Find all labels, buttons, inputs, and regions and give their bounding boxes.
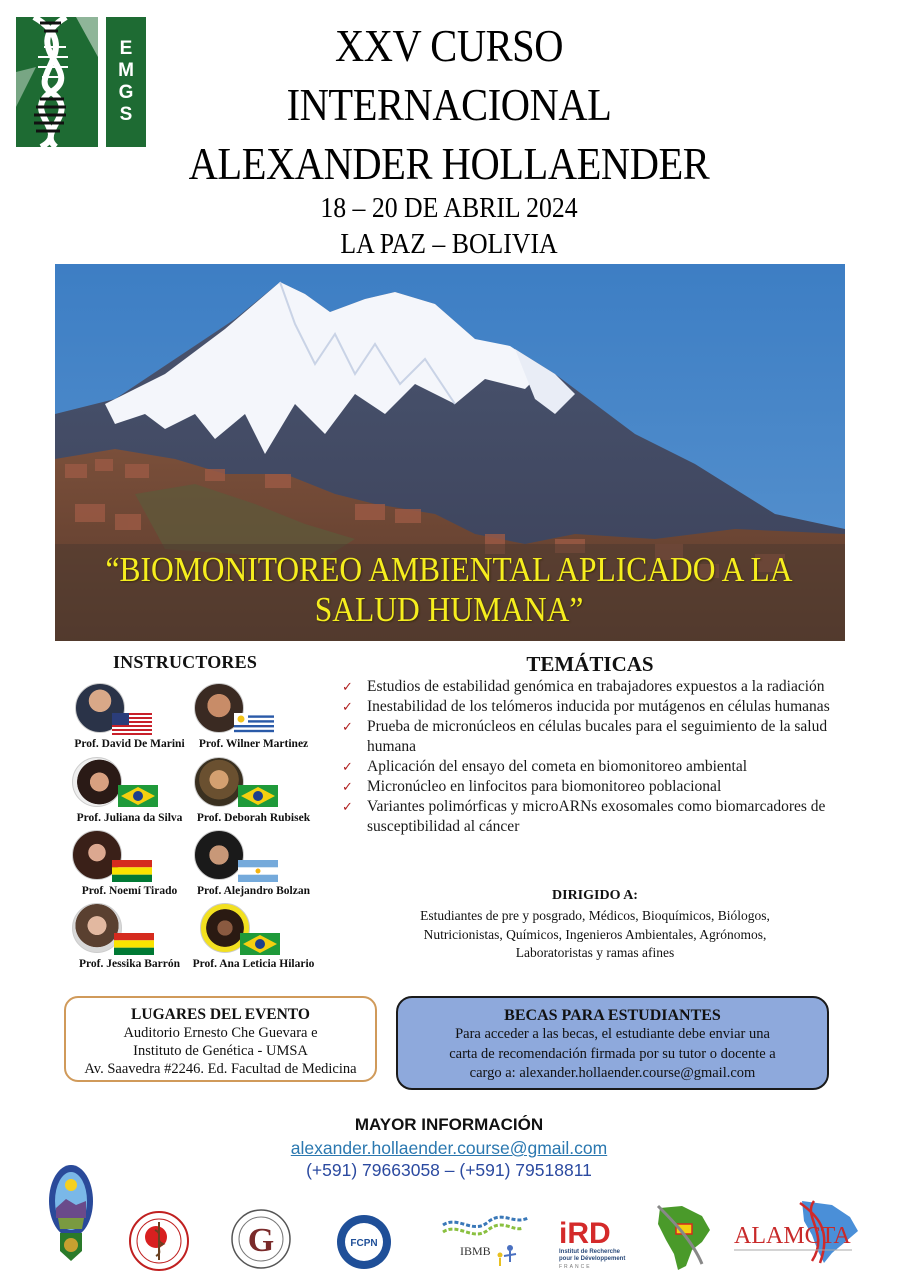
tematica-item (340, 797, 845, 837)
fcpn-logo (332, 1213, 396, 1271)
svg-text:IBMB: IBMB (460, 1244, 491, 1258)
logo-letter: S (119, 104, 133, 125)
instructor-card (62, 683, 197, 761)
lugares-line: Auditorio Ernesto Che Guevara e (123, 1025, 318, 1041)
instructor-name: Prof. Alejandro Bolzan (197, 885, 310, 897)
course-theme-line: SALUD HUMANA” (314, 590, 584, 629)
instructor-name: Prof. David De Marini (74, 738, 185, 750)
argentina-flag-icon (238, 860, 278, 882)
tematica-text: Aplicación del ensayo del cometa en biomonitoreo ambiental (367, 758, 748, 775)
instructor-name: Prof. Juliana da Silva (76, 812, 183, 824)
dirigido-line: Estudiantes de pre y posgrado, Médicos, Bioquímicos, Biólogos, (420, 908, 770, 923)
check-icon: ✓ (342, 679, 353, 694)
contact-email-link[interactable]: alexander.hollaender.course@gmail.com (290, 1138, 608, 1158)
tematica-item (340, 777, 845, 797)
becas-line: carta de recomendación firmada por su tutor o docente a (449, 1045, 776, 1062)
lugares-line: Instituto de Genética - UMSA (133, 1043, 308, 1059)
tematica-item (340, 757, 845, 777)
title-line: INTERNACIONAL (286, 79, 612, 130)
instructor-card (186, 757, 321, 835)
instructor-card (62, 757, 197, 835)
dirigido-line: Laboratoristas y ramas afines (515, 945, 675, 960)
umsa-logo (46, 1163, 96, 1263)
tematica-text: Variantes polimórficas y microARNs exosomales como biomarcadores de susceptibilidad al cáncer (367, 798, 826, 835)
south-america-logo (652, 1200, 714, 1272)
instructor-photo (194, 757, 244, 807)
header (0, 16, 898, 263)
bolivia-flag-icon (114, 933, 154, 955)
instructor-card (62, 830, 197, 908)
instructors-title: INSTRUCTORES (112, 652, 258, 672)
tematica-text: Estudios de estabilidad genómica en trabajadores expuestos a la radiación (367, 678, 825, 695)
event-location: LA PAZ – BOLIVIA (340, 229, 558, 260)
becas-title: BECAS PARA ESTUDIANTES (504, 1007, 721, 1024)
instructor-name: Prof. Noemí Tirado (81, 885, 178, 897)
facultad-medicina-logo (128, 1210, 190, 1272)
course-theme (45, 550, 853, 630)
instituto-genetica-logo (230, 1207, 292, 1271)
brazil-flag-icon (118, 785, 158, 807)
tematica-item (340, 677, 845, 697)
title-line: XXV CURSO (334, 20, 564, 71)
ibmb-logo (438, 1210, 538, 1270)
check-icon: ✓ (342, 779, 353, 794)
becas-line: cargo a: alexander.hollaender.course@gmail.com (469, 1065, 756, 1081)
dirigido-text (378, 907, 812, 963)
svg-text:Institut de Recherche: Institut de Recherche (559, 1249, 621, 1255)
instructor-card (186, 903, 321, 981)
bolivia-flag-icon (112, 860, 152, 882)
check-icon: ✓ (342, 799, 353, 814)
uruguay-flag-icon (234, 713, 274, 735)
info-title: MAYOR INFORMACIÓN (354, 1115, 544, 1134)
ird-logo (555, 1213, 627, 1271)
svg-text:iRD: iRD (559, 1217, 611, 1250)
brazil-flag-icon (238, 785, 278, 807)
dirigido-title: DIRIGIDO A: (552, 888, 638, 903)
dirigido-line: Nutricionistas, Químicos, Ingenieros Ambientales, Agrónomos, (423, 926, 767, 942)
usa-flag-icon (112, 713, 152, 735)
lugares-title: LUGARES DEL EVENTO (131, 1006, 310, 1023)
instructor-name: Prof. Ana Leticia Hilario (192, 958, 315, 970)
lugares-line: Av. Saavedra #2246. Ed. Facultad de Medicina (84, 1061, 357, 1077)
lugares-box (64, 996, 377, 1082)
instructor-card (186, 830, 321, 908)
alamcta-logo (732, 1195, 867, 1267)
event-date: 18 – 20 DE ABRIL 2024 (320, 193, 578, 224)
tematica-item (340, 697, 845, 717)
title-line: ALEXANDER HOLLAENDER (188, 138, 710, 189)
tematicas-list (340, 677, 845, 837)
instructor-name: Prof. Wilner Martinez (198, 738, 309, 750)
svg-text:ALAMCTA: ALAMCTA (734, 1223, 851, 1249)
svg-text:FCPN: FCPN (350, 1238, 378, 1249)
tematicas-title: TEMÁTICAS (526, 652, 654, 676)
tematica-text: Inestabilidad de los telómeros inducida por mutágenos en células humanas (367, 698, 830, 715)
brazil-flag-icon (240, 933, 280, 955)
logo-letter: M (118, 60, 134, 81)
instructor-name: Prof. Jessika Barrón (78, 958, 181, 970)
check-icon: ✓ (342, 759, 353, 774)
svg-text:G: G (247, 1222, 275, 1259)
instructor-card (62, 903, 197, 981)
instructor-photo (194, 830, 244, 880)
becas-line: Para acceder a las becas, el estudiante debe enviar una (455, 1026, 770, 1042)
check-icon: ✓ (342, 719, 353, 734)
becas-box (396, 996, 829, 1090)
svg-text:pour le Développement: pour le Développement (559, 1256, 626, 1262)
contact-phones: (+591) 79663058 – (+591) 79518811 (306, 1160, 592, 1180)
instructor-photo (72, 757, 122, 807)
instructor-name: Prof. Deborah Rubisek (196, 812, 311, 824)
tematica-item (340, 717, 845, 757)
tematica-text: Micronúcleo en linfocitos para biomonitoreo poblacional (367, 778, 722, 795)
logo-letter: E (119, 38, 133, 59)
svg-text:FRANCE: FRANCE (559, 1264, 592, 1270)
tematica-text: Prueba de micronúcleos en células bucales para el seguimiento de la salud humana (367, 718, 828, 755)
instructor-card (186, 683, 321, 761)
check-icon: ✓ (342, 699, 353, 714)
course-theme-line: “BIOMONITOREO AMBIENTAL APLICADO A LA (105, 550, 793, 589)
logo-letter: G (118, 82, 134, 103)
